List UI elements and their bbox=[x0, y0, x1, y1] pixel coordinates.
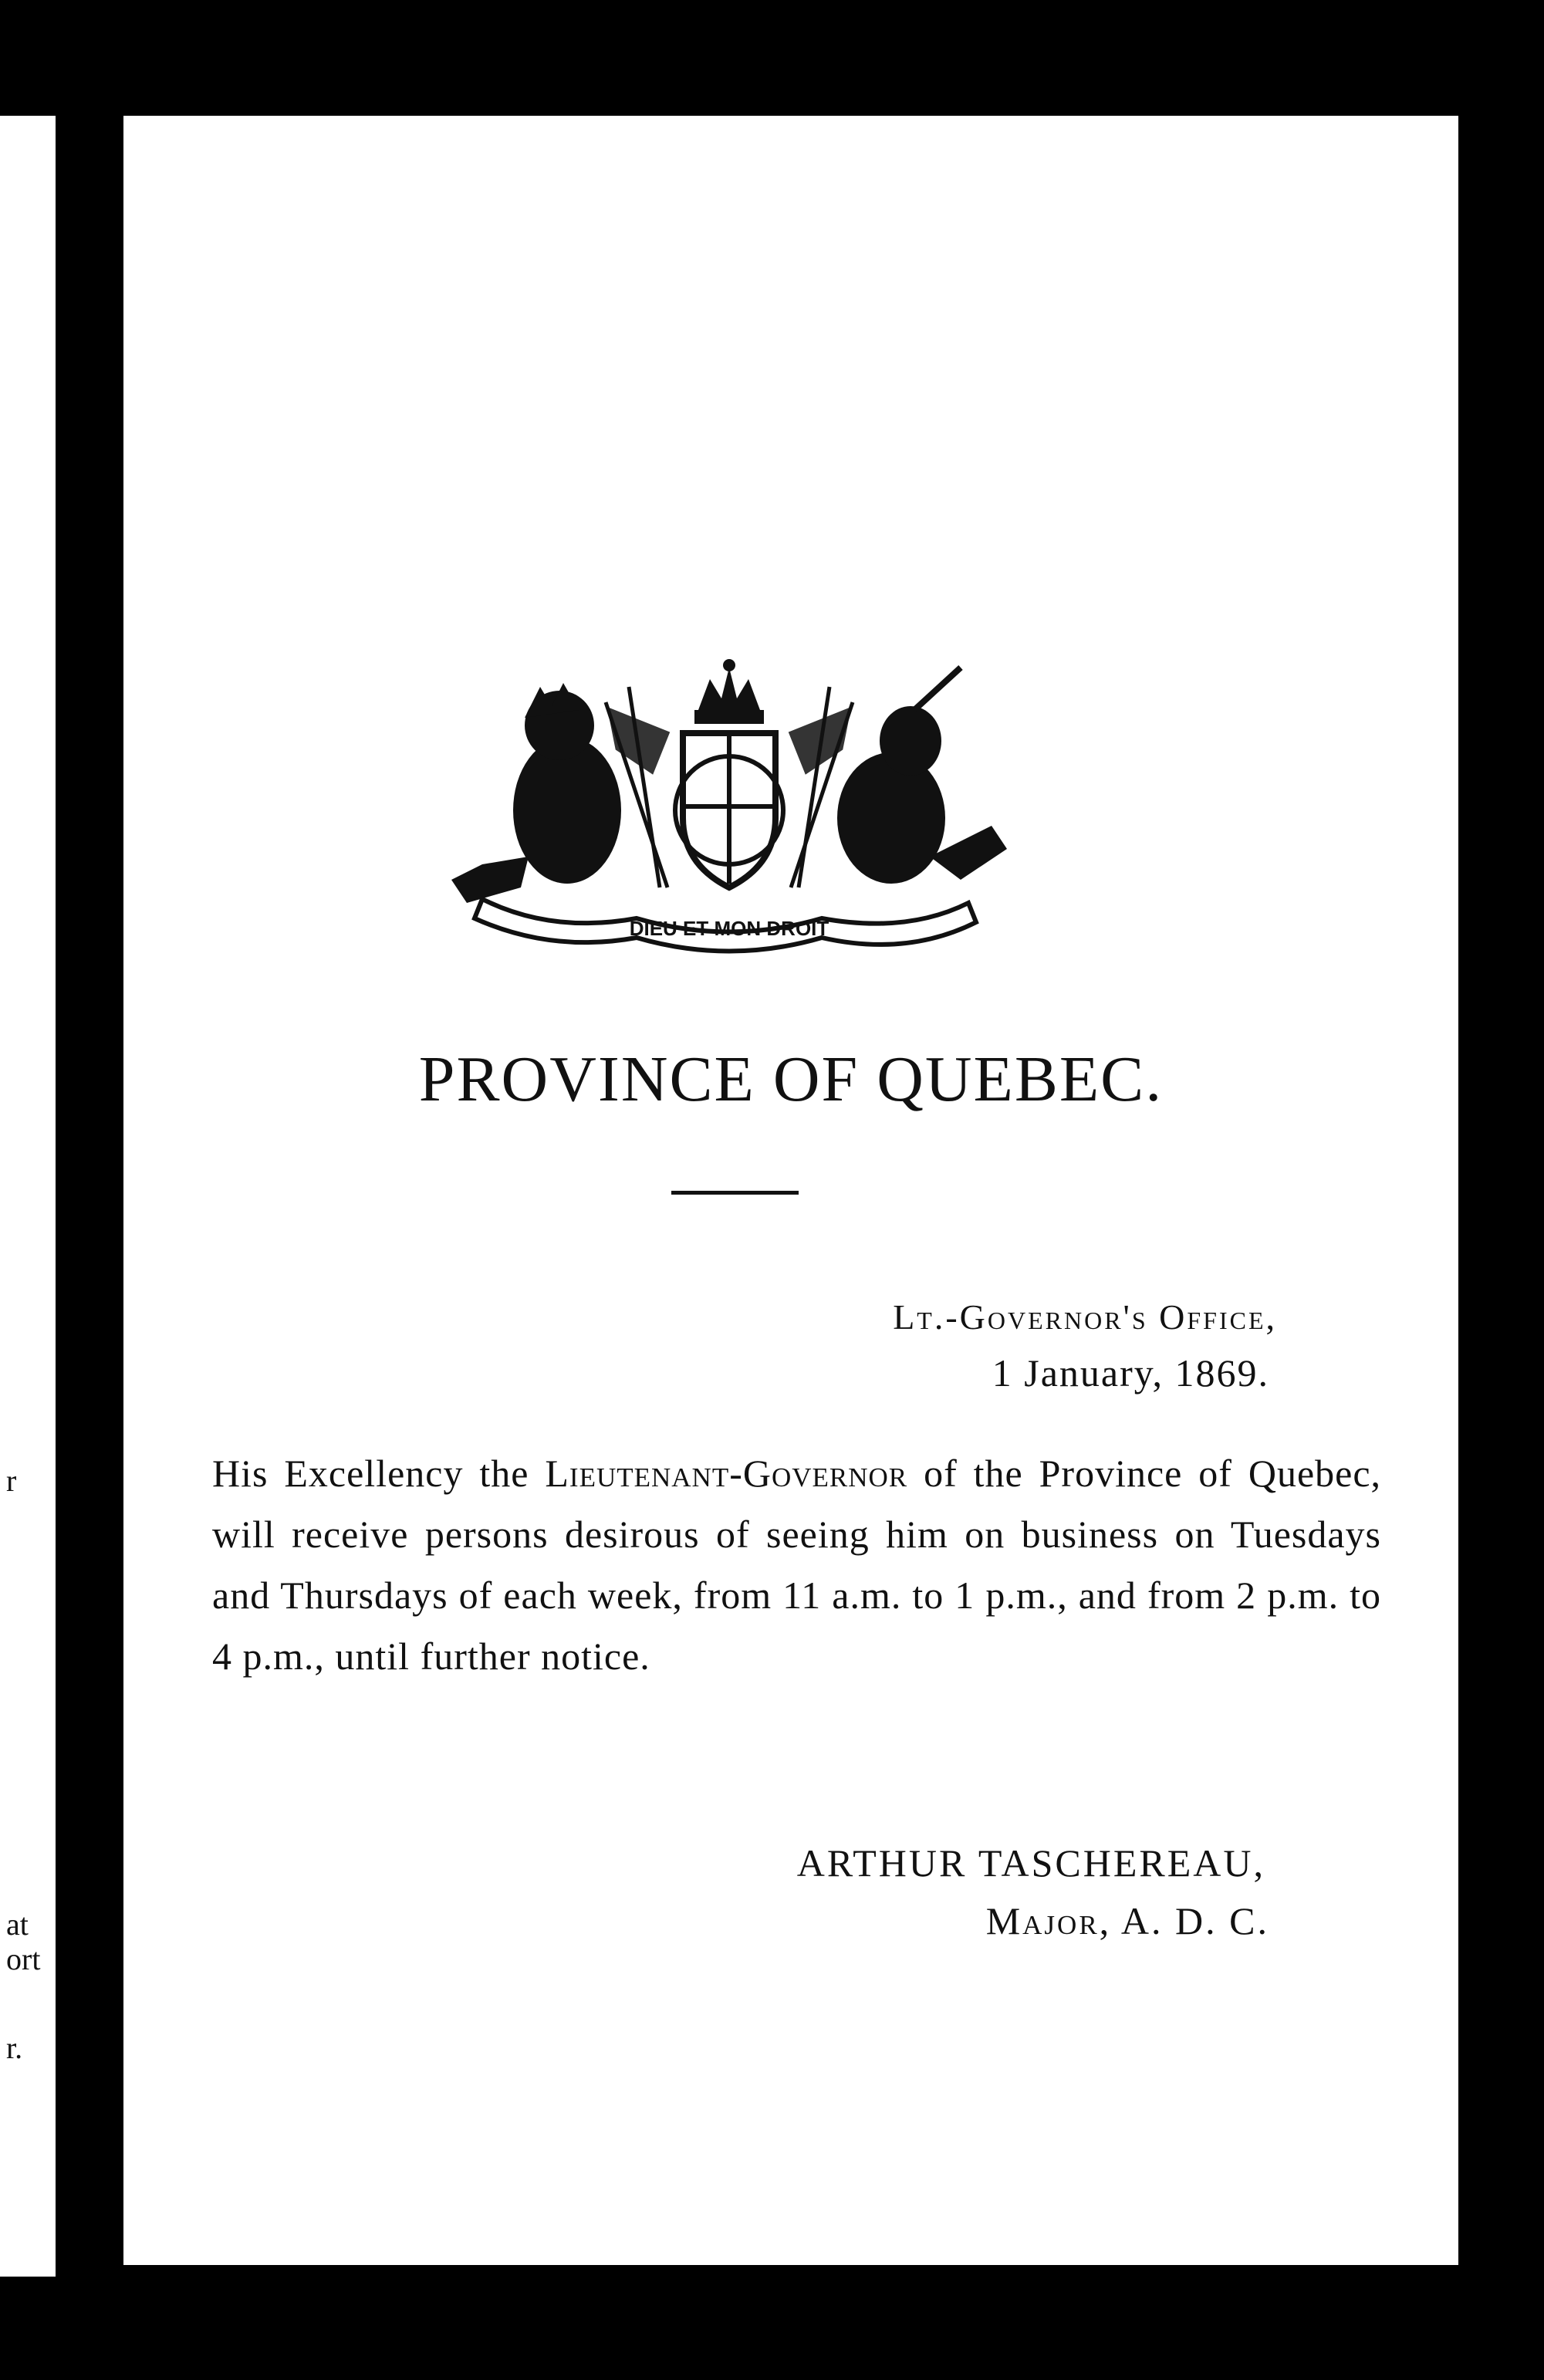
body-rest: of the Province of Quebec, will receive persons desirous of seeing him on business on Tuesdays and Thursdays of each week, from 11 a.m. to 1 p.m., and from 2 p.m. to 4 p.m., until further notice. bbox=[212, 1452, 1382, 1678]
notice-date: 1 January, 1869. bbox=[992, 1351, 1269, 1395]
adjacent-page-fragment: r bbox=[6, 1463, 17, 1498]
crest-motto: DIEU ET MON DROIT bbox=[629, 917, 829, 940]
title-divider bbox=[671, 1191, 799, 1195]
document-page bbox=[123, 116, 1458, 2265]
body-role: Lieutenant-Governor bbox=[545, 1452, 908, 1495]
adjacent-page-fragment: at bbox=[6, 1907, 29, 1942]
page-title: PROVINCE OF QUEBEC. bbox=[418, 1043, 1164, 1115]
royal-coat-of-arms-icon bbox=[436, 656, 1022, 965]
signatory-name: ARTHUR TASCHEREAU, bbox=[796, 1841, 1265, 1885]
adjacent-page-edge bbox=[0, 116, 56, 2277]
office-heading: Lt.-Governor's Office, bbox=[893, 1297, 1277, 1337]
signatory-rank: Major, A. D. C. bbox=[985, 1899, 1269, 1942]
adjacent-page-fragment: ort bbox=[6, 1942, 41, 1976]
adjacent-page-fragment: r. bbox=[6, 2030, 23, 2065]
body-intro: His Excellency the bbox=[212, 1452, 529, 1495]
notice-body bbox=[212, 1443, 1381, 1687]
